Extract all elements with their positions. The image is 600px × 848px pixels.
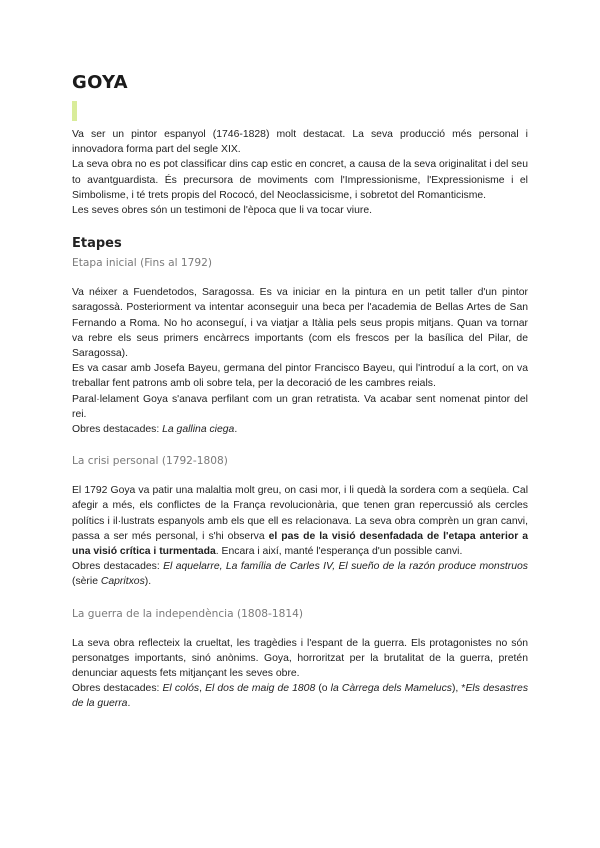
punctuation: . — [234, 424, 238, 436]
stage-paragraph: Paral·lelament Goya s'anava perfilant com un gran retratista. Va acabar sent nomenat pintor del rei. — [72, 393, 528, 420]
stage-heading: La guerra de la independència (1808-1814) — [72, 607, 303, 620]
text-run: (o — [315, 683, 331, 695]
stage-guerra-independencia — [72, 608, 528, 712]
featured-works — [72, 681, 528, 711]
bold-highlight: el pas de la visió desenfadada de l'etapa anterior a una visió crítica i turmentada — [72, 530, 529, 558]
works-label: Obres destacades: — [72, 424, 163, 436]
featured-works — [72, 559, 528, 589]
text-run: El 1792 Goya va patir una malaltia molt greu, on casi mor, i li quedà la sordera com a seqüela. Cal afegir a més, els conflictes de la França revolucionària, que tenen gran repercussió als cercles polítics i il·lustrats espanyols amb els que ell es relacionava. La seva obra comprèn un gran canvi, passa a ser més personal, i s'hi observa — [72, 485, 528, 542]
stage-crisi-personal — [72, 455, 528, 589]
work-title: El dos de maig de 1808 — [205, 683, 316, 695]
text-run: , — [199, 683, 206, 695]
text-run: (sèrie — [72, 576, 101, 588]
title-accent-bar — [72, 101, 77, 121]
stage-paragraph: Va néixer a Fuendetodos, Saragossa. Es va iniciar en la pintura en un petit taller d'un pintor saragossà. Posteriorment va intentar aconseguir una beca per l'academia de Bellas Artes de San Fernando a Roma. No ho aconseguí, i va viatjar a Itàlia pels seus propis mitjans. Quan va tornar va rebre els seus primers encàrrecs importants (com els frescos per la basílica del Pilar, de Saragossa). — [72, 287, 528, 360]
works-label: Obres destacades: — [72, 683, 163, 695]
work-series: Capritxos — [100, 576, 145, 588]
stage-paragraph — [72, 483, 528, 559]
work-title: Els desastres de la guerra — [72, 683, 529, 710]
stage-paragraph: Es va casar amb Josefa Bayeu, germana del pintor Francisco Bayeu, qui l'introduí a la cort, on va treballar fent patrons amb oli sobre tela, per la decoració de les cambres reials. — [72, 363, 528, 390]
intro-paragraph: Va ser un pintor espanyol (1746-1828) molt destacat. La seva producció més personal i innovadora forma part del segle XIX. — [72, 129, 528, 156]
intro-paragraph: La seva obra no es pot classificar dins cap estic en concret, a causa de la seva originalitat i del seu to avantguardista. És precursora de moviments com l'Impressionisme, l'Expressionisme i el Simbolisme, i té trets propis del Rococó, del Neoclassicisme, i sobretot del Romanticisme. — [72, 159, 528, 201]
work-title: El colós — [162, 683, 200, 695]
punctuation: . — [127, 698, 131, 710]
section-heading-etapes: Etapes — [72, 236, 122, 252]
work-titles: El aquelarre, La família de Carles IV, El sueño de la razón produce monstruos — [163, 561, 528, 573]
text-run: ), * — [451, 683, 466, 695]
stage-heading: La crisi personal (1792-1808) — [72, 455, 228, 468]
stage-inicial — [72, 257, 528, 437]
stage-heading: Etapa inicial (Fins al 1792) — [72, 257, 212, 270]
featured-works — [72, 422, 528, 437]
intro-paragraph: Les seves obres són un testimoni de l'època que li va tocar viure. — [72, 205, 373, 217]
works-label: Obres destacades: — [72, 561, 164, 573]
stage-paragraph: La seva obra reflecteix la crueltat, les tragèdies i l'espant de la guerra. Els protagonistes no són personatges importants, sinó anònims. Goya, horroritzat per la brutalitat de la guerra, pretén denunciar aquests fets mitjançant les seves obre. — [72, 637, 528, 680]
text-run: ). — [144, 576, 152, 588]
work-title: la Càrrega dels Mamelucs — [330, 683, 452, 695]
text-run: . Encara i així, manté l'esperança d'un possible canvi. — [215, 546, 463, 558]
document-page — [72, 72, 528, 712]
intro-section — [72, 127, 528, 218]
document-title: GOYA — [72, 72, 128, 93]
work-title: La gallina ciega — [162, 424, 235, 436]
